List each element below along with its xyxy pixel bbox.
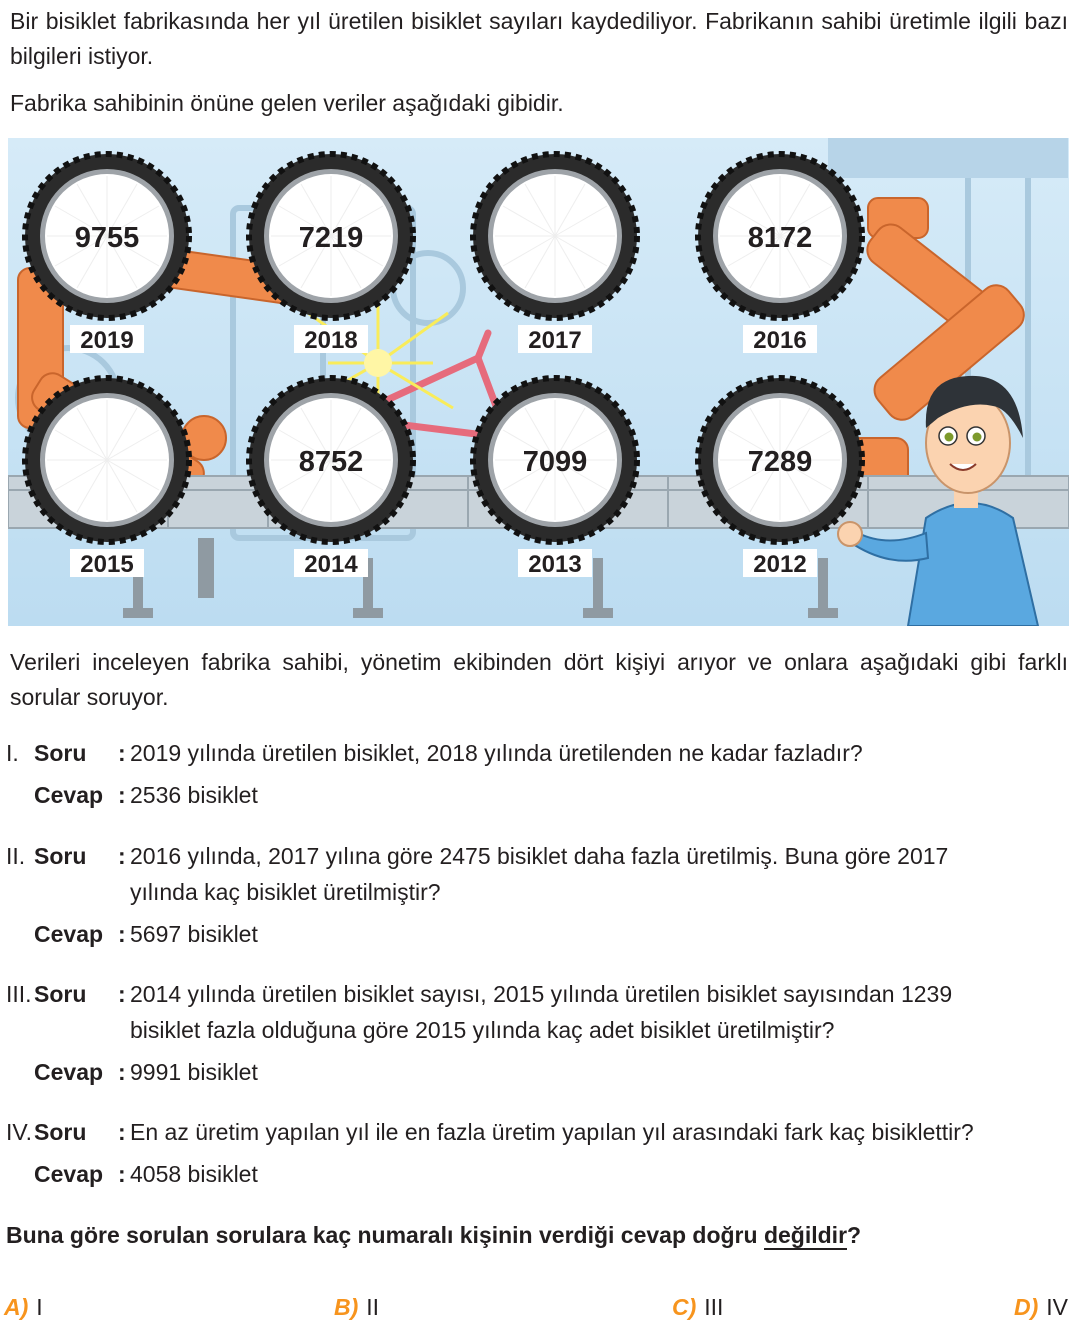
factory-illustration bbox=[8, 138, 1069, 626]
cevap-label: Cevap bbox=[34, 782, 104, 808]
question-number: IV. bbox=[6, 1119, 33, 1145]
question-number: III. bbox=[6, 981, 32, 1007]
intro-data-sentence: Fabrika sahibinin önüne gelen veriler aşağıdaki gibidir. bbox=[10, 90, 564, 116]
soru-label: Soru bbox=[34, 740, 87, 766]
wheel-year: 2016 bbox=[753, 327, 807, 354]
option-letter: D) bbox=[1014, 1294, 1039, 1320]
cevap-label: Cevap bbox=[34, 1059, 104, 1085]
colon: : bbox=[118, 1119, 126, 1145]
cevap-label: Cevap bbox=[34, 921, 104, 947]
colon: : bbox=[118, 843, 126, 869]
soru-label: Soru bbox=[34, 1119, 87, 1145]
wheel-year: 2015 bbox=[80, 551, 134, 578]
wheel-value: 7219 bbox=[298, 222, 364, 254]
question-text: 2014 yılında üretilen bisiklet sayısı, 2015 yılında üretilen bisiklet sayısından 1239 bbox=[130, 981, 953, 1007]
question-mark: ? bbox=[847, 1222, 862, 1248]
wheel-value: 8752 bbox=[298, 446, 364, 478]
option-letter: B) bbox=[334, 1294, 359, 1320]
wheel-year: 2018 bbox=[304, 327, 358, 354]
option-letter: C) bbox=[672, 1294, 697, 1320]
question-1 bbox=[6, 735, 1068, 813]
option-b[interactable] bbox=[334, 1291, 379, 1323]
cevap-label: Cevap bbox=[34, 1161, 104, 1187]
soru-label: Soru bbox=[34, 843, 87, 869]
question-text: En az üretim yapılan yıl ile en fazla üretim yapılan yıl arasındaki fark kaç bisiklettir? bbox=[130, 1119, 974, 1145]
question-3 bbox=[6, 976, 1068, 1090]
question-2 bbox=[6, 838, 1068, 952]
question-4 bbox=[6, 1114, 1068, 1192]
wheel-year: 2013 bbox=[528, 551, 582, 578]
wheel-year: 2019 bbox=[80, 327, 134, 354]
wheel-value: 8172 bbox=[747, 222, 813, 254]
option-c[interactable] bbox=[672, 1291, 723, 1323]
wheel-value: 9755 bbox=[74, 222, 140, 254]
wheel-year: 2012 bbox=[753, 551, 807, 578]
wheel-value: 7099 bbox=[522, 446, 588, 478]
colon: : bbox=[118, 782, 126, 808]
question-number: I. bbox=[6, 740, 19, 766]
wheel-value: 7289 bbox=[747, 446, 813, 478]
option-d[interactable] bbox=[1014, 1291, 1068, 1323]
colon: : bbox=[118, 1161, 126, 1187]
question-text: yılında kaç bisiklet üretilmiştir? bbox=[130, 879, 441, 905]
final-question-text: Buna göre sorulan sorulara kaç numaralı kişinin verdiği cevap doğru bbox=[6, 1222, 764, 1248]
answer-text: 5697 bisiklet bbox=[130, 921, 258, 947]
option-text: IV bbox=[1046, 1294, 1069, 1320]
answer-text: 2536 bisiklet bbox=[130, 782, 258, 808]
option-text: I bbox=[36, 1294, 43, 1320]
wheel-year: 2017 bbox=[528, 327, 582, 354]
option-letter: A) bbox=[4, 1294, 29, 1320]
context-paragraph: Verileri inceleyen fabrika sahibi, yönetim ekibinden dört kişiyi arıyor ve onlara aşağıdaki gibi farklı sorular soruyor. bbox=[10, 649, 1068, 710]
colon: : bbox=[118, 1059, 126, 1085]
final-question bbox=[6, 1218, 861, 1252]
question-number: II. bbox=[6, 843, 26, 869]
answer-text: 4058 bisiklet bbox=[130, 1161, 258, 1187]
soru-label: Soru bbox=[34, 981, 87, 1007]
colon: : bbox=[118, 740, 126, 766]
question-text: 2019 yılında üretilen bisiklet, 2018 yılında üretilenden ne kadar fazladır? bbox=[130, 740, 863, 766]
question-text: 2016 yılında, 2017 yılına göre 2475 bisiklet daha fazla üretilmiş. Buna göre 2017 bbox=[130, 843, 949, 869]
colon: : bbox=[118, 921, 126, 947]
wheel-year: 2014 bbox=[304, 551, 358, 578]
answer-text: 9991 bisiklet bbox=[130, 1059, 258, 1085]
option-a[interactable] bbox=[4, 1291, 43, 1323]
colon: : bbox=[118, 981, 126, 1007]
option-text: III bbox=[704, 1294, 724, 1320]
intro-paragraph: Bir bisiklet fabrikasında her yıl üretilen bisiklet sayıları kaydediliyor. Fabrikanın sahibi üretimle ilgili bazı bilgileri istiyor. bbox=[10, 8, 1068, 69]
underlined-word: değildir bbox=[763, 1222, 848, 1248]
option-text: II bbox=[366, 1294, 380, 1320]
question-text: bisiklet fazla olduğuna göre 2015 yılında kaç adet bisiklet üretilmiştir? bbox=[130, 1017, 835, 1043]
